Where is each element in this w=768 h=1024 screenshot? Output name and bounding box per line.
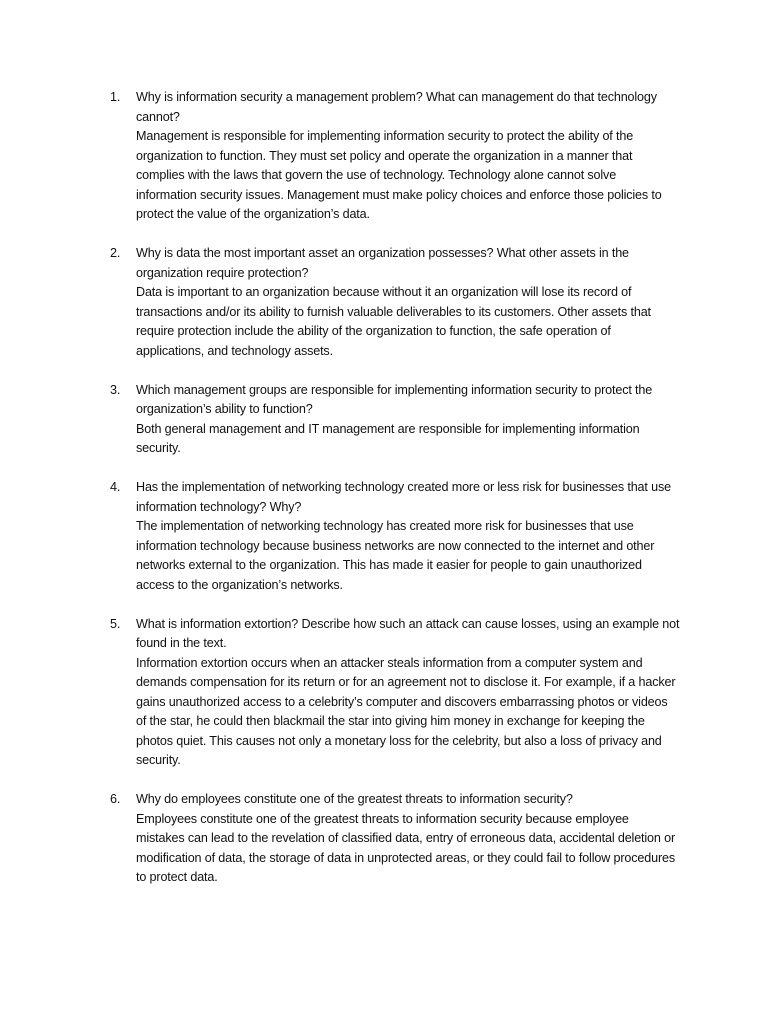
answer-text: Management is responsible for implementing information security to protect the ability of the organization to function. They must set policy and operate the organization in a manner that complies with the laws that govern the use of technology. Technology alone cannot solve information security issues. Management must make policy choices and enforce those policies to protect the value of the organization’s data. [136, 129, 662, 221]
item-number: 5. [110, 616, 121, 631]
question-text: What is information extortion? Describe how such an attack can cause losses, using an example not found in the text. [136, 616, 680, 650]
question-text: Which management groups are responsible for implementing information security to protect the organization’s ability to function? [136, 382, 653, 416]
answer-text: Both general management and IT management are responsible for implementing information security. [136, 421, 640, 455]
qa-item-6 [110, 790, 680, 888]
question-answer-list [110, 88, 680, 907]
qa-item-5 [110, 615, 680, 771]
item-number: 1. [110, 90, 121, 104]
item-number: 4. [110, 480, 121, 494]
question-text: Why is data the most important asset an organization possesses? What other assets in the organization require protection? [136, 246, 629, 280]
item-number: 2. [110, 246, 121, 260]
item-number: 3. [110, 382, 121, 397]
question-text: Why do employees constitute one of the greatest threats to information security? [136, 792, 573, 806]
answer-text: Data is important to an organization because without it an organization will lose its record of transactions and/or its ability to furnish valuable deliverables to its customers. Other assets that require protection include the ability of the organization to function, the safe operation of applications, and technology assets. [136, 285, 651, 358]
question-text: Has the implementation of networking technology created more or less risk for businesses that use information technology? Why? [136, 480, 671, 514]
answer-text: The implementation of networking technology has created more risk for businesses that use information technology because business networks are now connected to the internet and other networks external to the organization. This has made it easier for people to gain unauthorized access to the organization’s networks. [136, 519, 655, 592]
item-number: 6. [110, 792, 121, 806]
qa-item-3 [110, 381, 680, 459]
question-text: Why is information security a management problem? What can management do that technology cannot? [136, 90, 657, 124]
qa-item-4 [110, 478, 680, 595]
qa-item-1 [110, 88, 680, 225]
answer-text: Employees constitute one of the greatest threats to information security because employee mistakes can lead to the revelation of classified data, entry of erroneous data, accidental deletion or modification of data, the storage of data in unprotected areas, or they could fail to follow procedures to protect data. [136, 811, 676, 884]
answer-text: Information extortion occurs when an attacker steals information from a computer system and demands compensation for its return or for an agreement not to disclose it. For example, if a hacker gains unauthorized access to a celebrity’s computer and discovers embarrassing photos or videos of the star, he could then blackmail the star into giving him money in exchange for keeping the photos quiet. This causes not only a monetary loss for the celebrity, but also a loss of privacy and security. [136, 655, 676, 767]
qa-item-2 [110, 244, 680, 361]
